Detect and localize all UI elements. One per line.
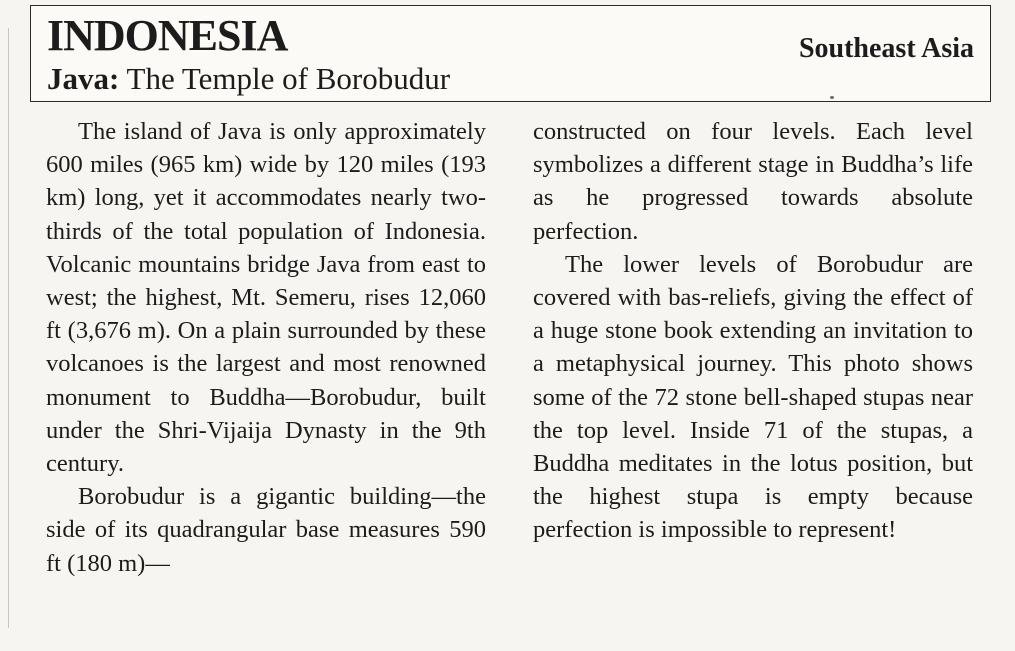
page-edge-line — [8, 28, 9, 628]
header-box — [30, 5, 991, 102]
article-subtitle — [47, 62, 450, 96]
right-paragraph-1: constructed on four levels. Each level symbolizes a different stage in Buddha’s life as he progressed towards absolute perfection. — [533, 118, 973, 245]
left-paragraph-1: The island of Java is only approximately 600 miles (965 km) wide by 120 miles (193 km) long, yet it accommodates nearly two-thirds of the total population of Indonesia. Volcanic mountains bridge Java from east to west; the highest, Mt. Semeru, rises 12,060 ft (3,676 m). On a plain surrounded by these volcanoes is the largest and most renowned monument to Buddha—Borobudur, built under the Shri-Vijaija Dynasty in the 9th century. — [46, 118, 486, 478]
right-column — [533, 115, 973, 547]
region-label: Southeast Asia — [798, 33, 974, 64]
subtitle-location: Java: — [47, 61, 120, 96]
subtitle-topic: The Temple of Borobudur — [119, 61, 451, 96]
left-column — [46, 115, 486, 580]
print-speck — [830, 96, 834, 99]
country-title: INDONESIA — [47, 11, 288, 60]
left-paragraph-2: Borobudur is a gigantic building—the side of its quadrangular base measures 590 ft (180 m)— — [46, 483, 486, 577]
right-paragraph-2: The lower levels of Borobudur are covered with bas-reliefs, giving the effect of a huge stone book extending an invitation to a metaphysical journey. This photo shows some of the 72 stone bell-shaped stupas near the top level. Inside 71 of the stupas, a Buddha meditates in the lotus position, but the highest stupa is empty because perfection is impossible to represent! — [533, 250, 973, 544]
